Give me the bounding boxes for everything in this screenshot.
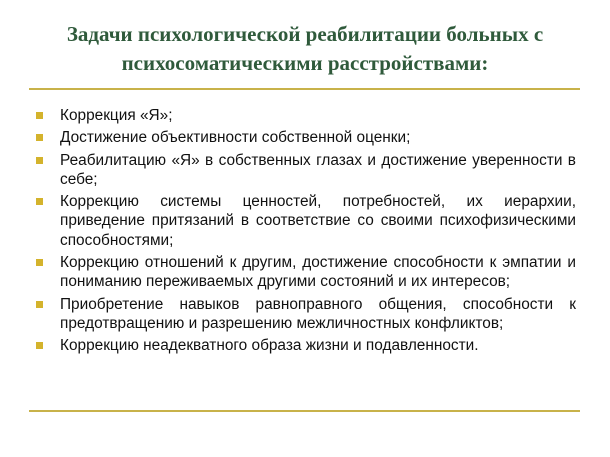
square-bullet-icon [36,198,43,205]
list-item [36,151,576,190]
square-bullet-icon [36,112,43,119]
list-item-text: Коррекцию системы ценностей, потребностей, их иерархии, приведение притязаний в соответствие со своими психофизическими способностями; [60,193,576,249]
list-item [36,192,576,250]
list-item-text: Коррекцию отношений к другим, достижение способности к эмпатии и пониманию переживаемых другими состояний и их интересов; [60,254,576,291]
square-bullet-icon [36,134,43,141]
square-bullet-icon [36,157,43,164]
list-item-text: Приобретение навыков равноправного общения, способности к предотвращению и разрешению межличностных конфликтов; [60,295,576,332]
list-item [36,253,576,292]
list-item [36,106,576,125]
list-item-text: Реабилитацию «Я» в собственных глазах и достижение уверенности в себе; [60,151,576,188]
square-bullet-icon [36,301,43,308]
list-item-text: Коррекция «Я»; [60,107,173,124]
bottom-divider [29,410,580,412]
list-item [36,128,576,147]
top-divider [29,88,580,90]
square-bullet-icon [36,342,43,349]
task-list [36,106,576,359]
list-item [36,295,576,334]
square-bullet-icon [36,259,43,266]
list-item [36,336,576,355]
list-item-text: Достижение объективности собственной оценки; [60,129,411,147]
slide-title: Задачи психологической реабилитации больных с психосоматическими расстройствами: [66,22,544,75]
list-item-text: Коррекцию неадекватного образа жизни и подавленности. [60,337,479,355]
